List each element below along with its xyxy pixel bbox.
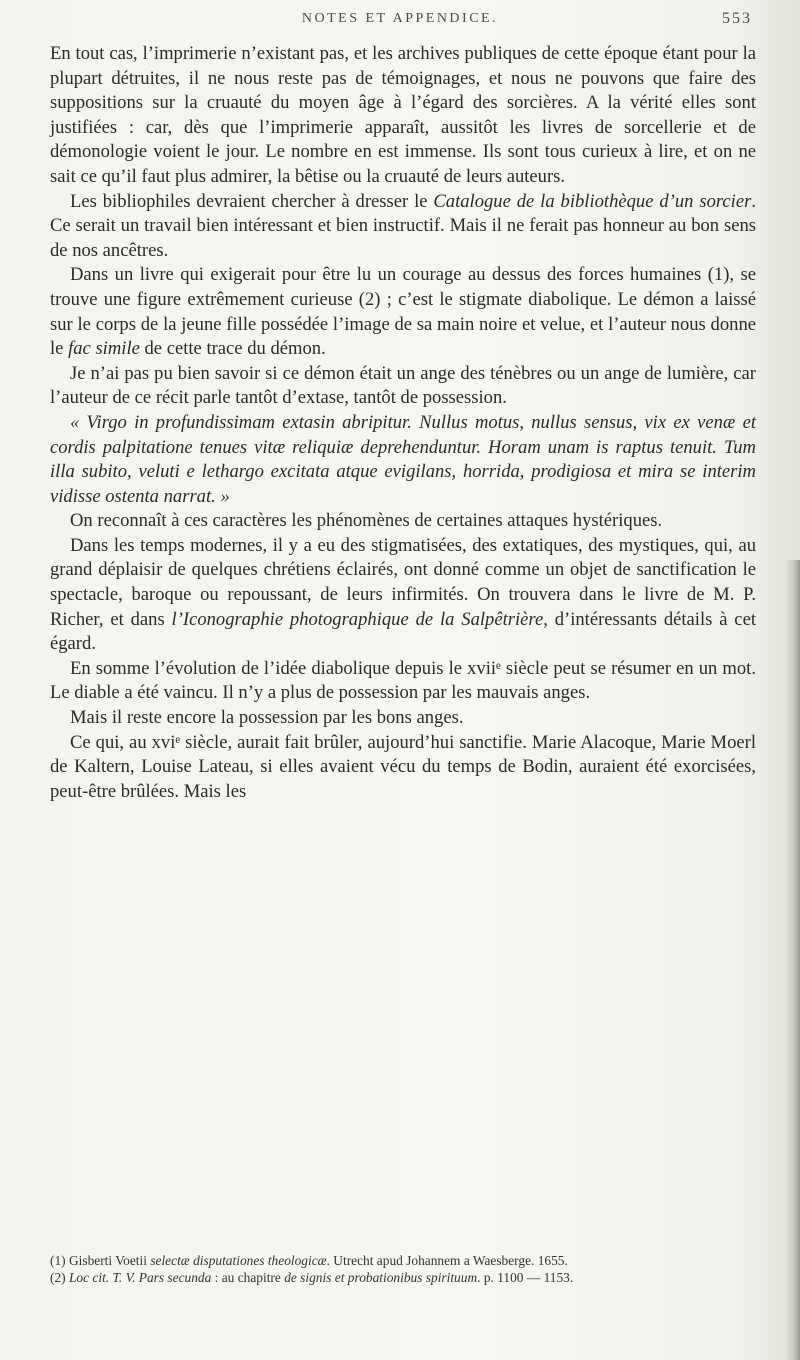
paragraph: [50, 263, 756, 361]
paragraph: [50, 657, 756, 706]
paragraph: [50, 534, 756, 657]
paragraph: [50, 706, 756, 731]
footnotes: [50, 1252, 756, 1286]
text-run: . Ce serait un travail bien intéressant et bien instructif. Mais il ne ferait pas honneur au bon sens de nos ancêtres.: [50, 190, 756, 261]
paragraph: [50, 509, 756, 534]
italic-title: de signis et probationibus spirituum: [284, 1270, 478, 1285]
text-run: Les bibliophiles devraient chercher à dresser le: [70, 190, 434, 212]
paragraph: [50, 42, 756, 190]
text-run: Dans un livre qui exigerait pour être lu un courage au dessus des forces humaines (1), se trouve une figure extrêmement curieuse (2) ; c’est le stigmate diabolique. Le démon a laissé sur le corps de la jeune fille possédée l’image de sa main noire et velue, et l’auteur nous donne le: [50, 264, 756, 360]
text-run: . p. 1100 — 1153.: [477, 1270, 574, 1285]
paragraph: [50, 190, 756, 264]
text-run: En somme l’évolution de l’idée diabolique depuis le xviiᵉ siècle peut se résumer en un mot. Le diable a été vaincu. Il n’y a plus de possession par les mauvais anges.: [50, 657, 756, 704]
book-title: Catalogue de la bibliothèque d’un sorcier: [433, 190, 752, 212]
text-run: . Utrecht apud Johannem a Waesberge. 1655.: [326, 1253, 568, 1268]
latin-quote: [50, 411, 756, 509]
text-run: Dans les temps modernes, il y a eu des stigmatisées, des extatiques, des mystiques, qui, au grand déplaisir de quelques chrétiens éclairés, ont donné comme un objet de sanctification le spectacle, baroque ou repoussant, de leurs infirmités. On trouvera dans le livre de M. P. Richer, et dans: [50, 534, 756, 630]
page-number: 553: [722, 10, 752, 27]
text-run: On reconnaît à ces caractères les phénomènes de certaines attaques hystériques.: [70, 510, 663, 532]
text-run: En tout cas, l’imprimerie n’existant pas, et les archives publiques de cette époque étant pour la plupart détruites, il ne nous reste pas de témoignages, et nous ne pouvons que faire des suppositions sur la cruauté du moyen âge à l’égard des sorcières. A la vérité elles sont justifiées : car, dès que l’imprimerie apparaît, aussitôt les livres de sorcellerie et de démonologie voient le jour. Le nombre en est immense. Ils sont tous curieux à lire, et on ne sait ce qu’il faut plus admirer, la bêtise ou la cruauté de leurs auteurs.: [50, 43, 756, 187]
book-title: l’Iconographie photographique de la Salpêtrière: [171, 608, 544, 630]
running-head: [0, 8, 800, 32]
running-title: NOTES ET APPENDICE.: [301, 11, 499, 26]
footnote: [50, 1252, 756, 1269]
text-run: : au chapitre: [211, 1270, 285, 1285]
text-run: , d’intéressants détails à cet égard.: [50, 608, 756, 655]
paragraph: [50, 362, 756, 411]
italic-term: fac simile: [68, 338, 140, 360]
quote-text: « Virgo in profundissimam extasin abripitur. Nullus motus, nullus sensus, vix ex venæ et cordis palpitatione tenues vitæ reliquiæ deprehenduntur. Horam unam is raptus tenuit. Tum illa subito, veluti e lethargo excitata atque evigilans, horrida, prodigiosa et mira se interim vidisse ostenta narrat. »: [50, 411, 756, 507]
text-run: de cette trace du démon.: [139, 338, 326, 360]
text-run: Je n’ai pas pu bien savoir si ce démon était un ange des ténèbres ou un ange de lumière, car l’auteur de ce récit parle tantôt d’extase, tantôt de possession.: [50, 362, 756, 409]
text-run: (1) Gisberti Voetii: [50, 1253, 151, 1268]
page-edge-shadow: [784, 560, 800, 1360]
text-run: (2): [50, 1270, 69, 1285]
body-text: [50, 42, 756, 804]
footnote: [50, 1269, 756, 1286]
text-run: Mais il reste encore la possession par les bons anges.: [70, 707, 464, 729]
text-run: Ce qui, au xviᵉ siècle, aurait fait brûler, aujourd’hui sanctifie. Marie Alacoque, Marie Moerl de Kaltern, Louise Lateau, si elles avaient vécu du temps de Bodin, auraient été exorcisées, peut-être brûlées. Mais les: [50, 731, 756, 802]
paragraph: [50, 731, 756, 805]
italic-title: selectæ disputationes theologicæ: [150, 1253, 327, 1268]
italic-title: Loc cit. T. V. Pars secunda: [68, 1270, 212, 1285]
